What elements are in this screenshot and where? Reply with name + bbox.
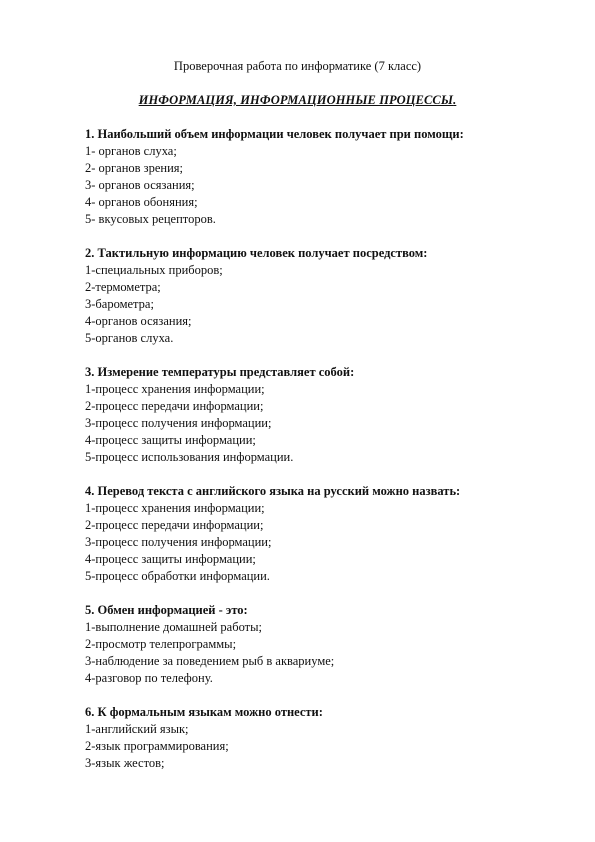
answer-option: 3-барометра; — [85, 297, 154, 311]
question-6 — [85, 704, 535, 772]
answer-option: 4-органов осязания; — [85, 314, 192, 328]
question-4 — [85, 483, 535, 585]
document-header: Проверочная работа по информатике (7 класс) — [173, 59, 422, 73]
answer-option: 1-процесс хранения информации; — [85, 501, 265, 515]
question-5 — [85, 602, 535, 687]
question-title: 4. Перевод текста с английского языка на русский можно назвать: — [85, 484, 461, 498]
questions-list — [85, 126, 535, 789]
answer-option: 2-процесс передачи информации; — [85, 399, 264, 413]
answer-option: 2-термометра; — [85, 280, 161, 294]
answer-option: 2-процесс передачи информации; — [85, 518, 264, 532]
document-title-suffix: . — [453, 93, 457, 107]
answer-option: 5- вкусовых рецепторов. — [85, 212, 216, 226]
answer-option: 5-процесс обработки информации. — [85, 569, 270, 583]
answer-option: 3-язык жестов; — [85, 756, 165, 770]
question-1 — [85, 126, 535, 228]
answer-option: 1- органов слуха; — [85, 144, 177, 158]
question-title: 3. Измерение температуры представляет собой: — [85, 365, 355, 379]
document-title-text: ИНФОРМАЦИЯ, ИНФОРМАЦИОННЫЕ ПРОЦЕССЫ — [138, 93, 454, 107]
answer-option: 4-разговор по телефону. — [85, 671, 213, 685]
answer-option: 4-процесс защиты информации; — [85, 552, 256, 566]
question-title: 1. Наибольший объем информации человек получает при помощи: — [85, 127, 464, 141]
answer-option: 4-процесс защиты информации; — [85, 433, 256, 447]
question-title: 2. Тактильную информацию человек получает посредством: — [85, 246, 428, 260]
question-title: 5. Обмен информацией - это: — [85, 603, 248, 617]
answer-option: 2-просмотр телепрограммы; — [85, 637, 237, 651]
answer-option: 5-органов слуха. — [85, 331, 174, 345]
answer-option: 2- органов зрения; — [85, 161, 184, 175]
answer-option: 3- органов осязания; — [85, 178, 195, 192]
answer-option: 5-процесс использования информации. — [85, 450, 294, 464]
question-2 — [85, 245, 535, 347]
answer-option: 1-процесс хранения информации; — [85, 382, 265, 396]
document-title — [0, 92, 595, 109]
answer-option: 2-язык программирования; — [85, 739, 229, 753]
answer-option: 4- органов обоняния; — [85, 195, 198, 209]
answer-option: 3-процесс получения информации; — [85, 416, 272, 430]
answer-option: 3-процесс получения информации; — [85, 535, 272, 549]
question-3 — [85, 364, 535, 466]
answer-option: 3-наблюдение за поведением рыб в аквариуме; — [85, 654, 335, 668]
answer-option: 1-выполнение домашней работы; — [85, 620, 263, 634]
answer-option: 1-специальных приборов; — [85, 263, 223, 277]
answer-option: 1-английский язык; — [85, 722, 189, 736]
question-title: 6. К формальным языкам можно отнести: — [85, 705, 323, 719]
